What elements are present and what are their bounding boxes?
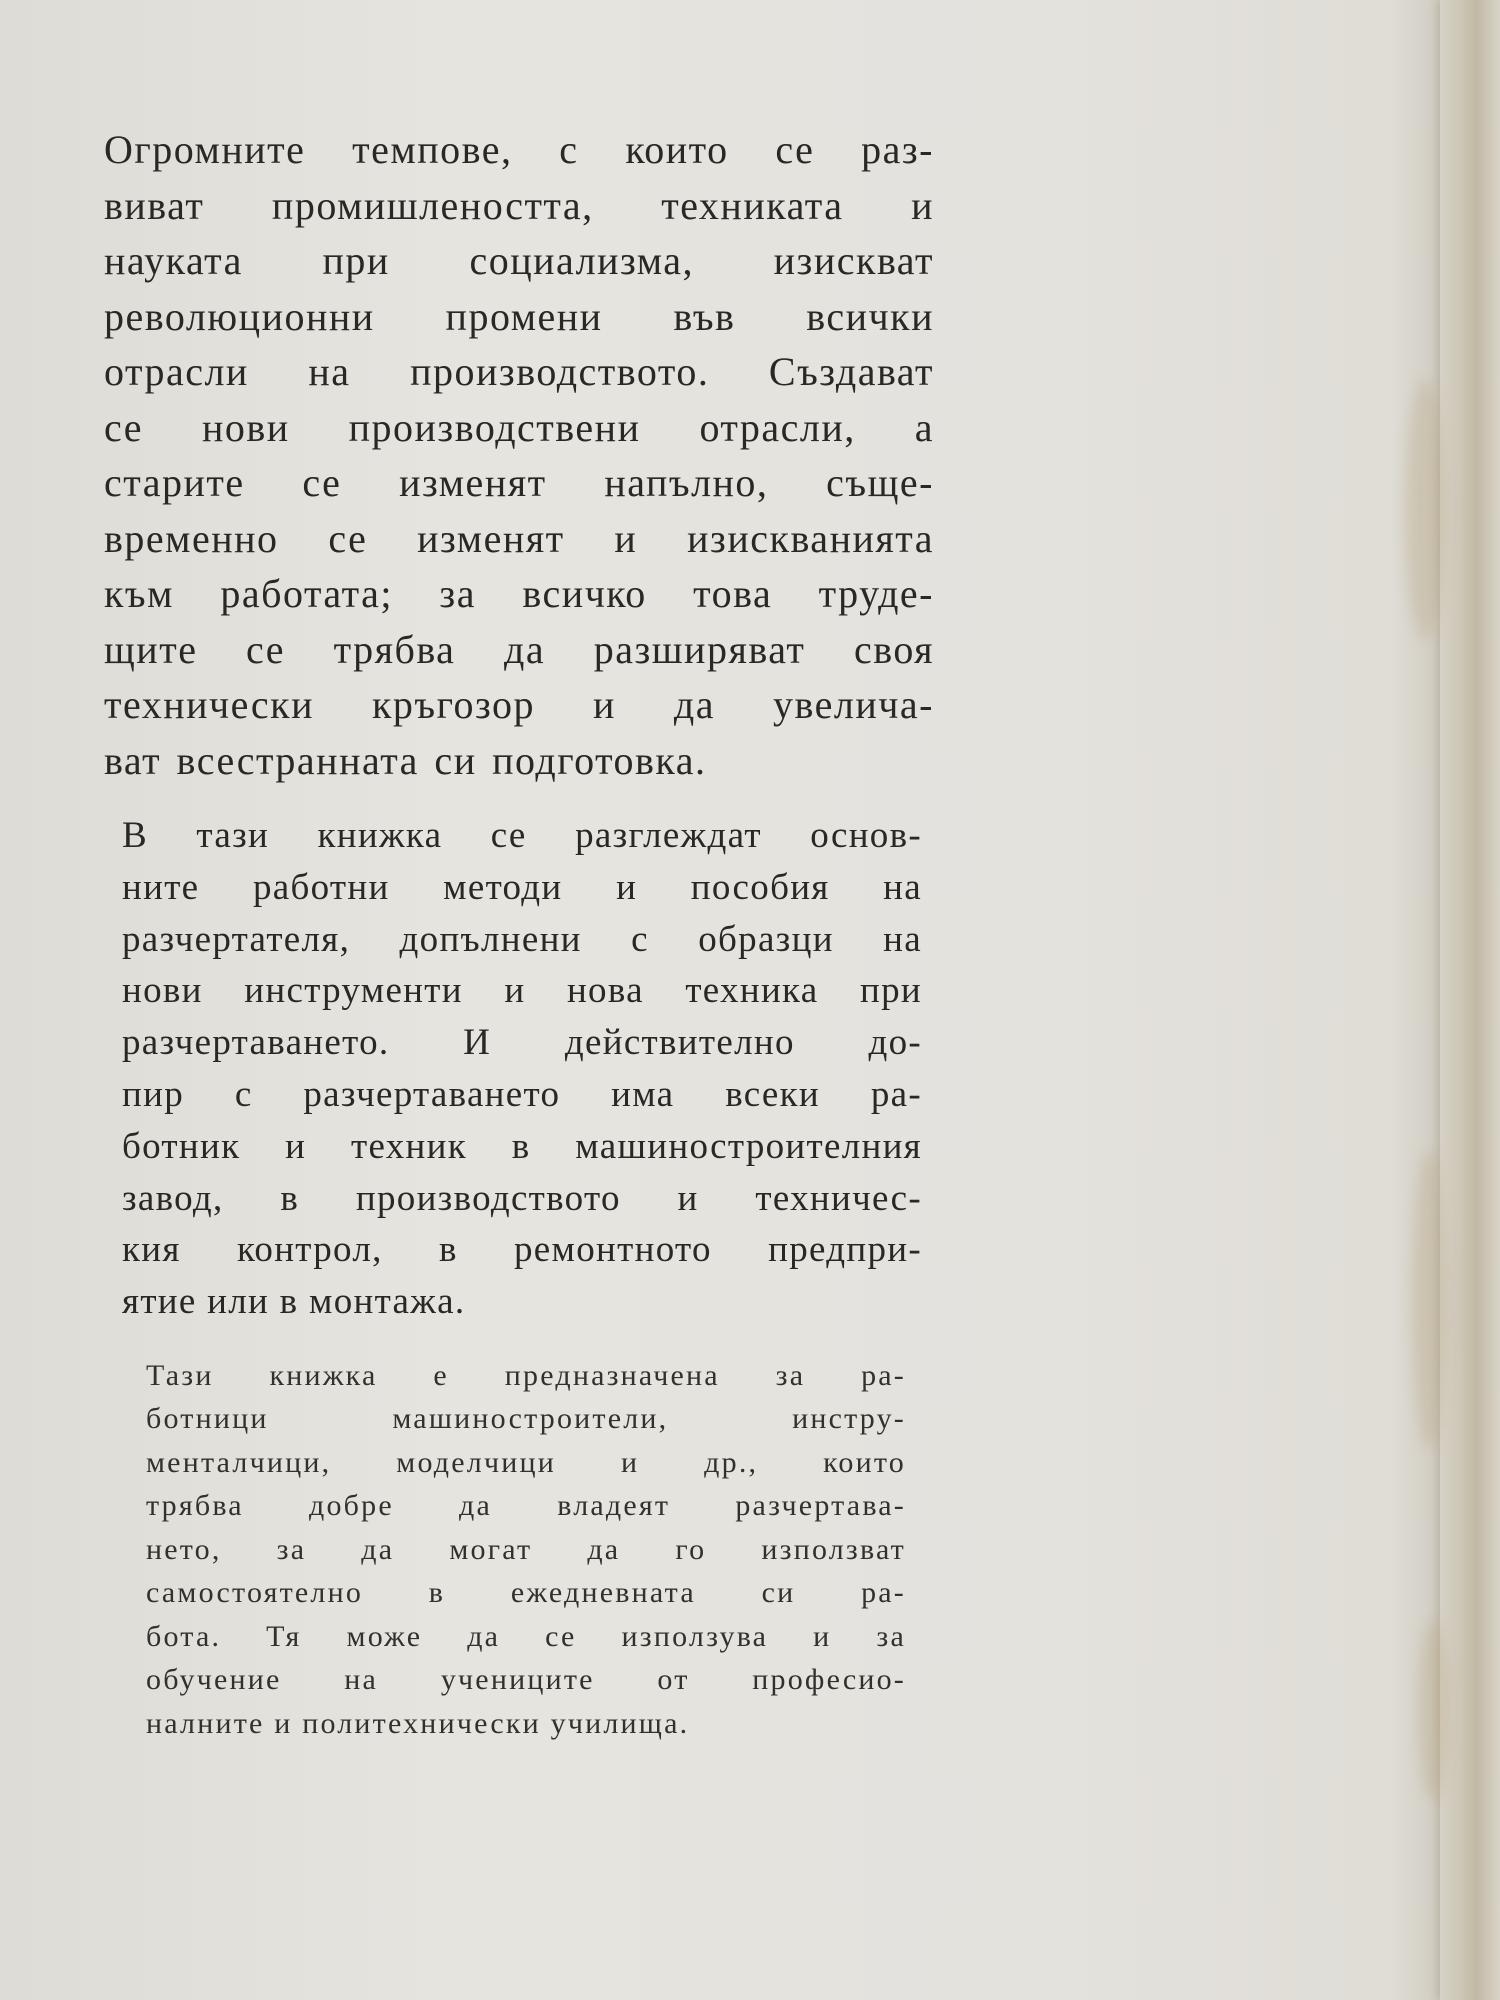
text-line: ните работни методи и пособия на [122,866,922,908]
text-line: разчертателя, допълнени с образци на [122,918,922,960]
text-line: старите се изменят напълно, съще- [104,460,934,505]
paper-stain [1405,380,1445,640]
text-line: ват всестранната си подготовка. [104,737,707,783]
text-line: налните и политехнически училища. [146,1706,690,1740]
text-line: временно се изменят и изискванията [104,515,934,561]
paragraph-audience [146,1354,906,1746]
text-line: завод, в производството и техничес- [122,1177,922,1219]
text-line: към работата; за всичко това труде- [104,571,934,616]
text-line: обучение на учениците от професио- [146,1663,906,1697]
text-line: нето, за да могат да го използват [146,1532,906,1566]
text-line: нови инструменти и нова техника при [122,970,922,1012]
text-line: се нови производствени отрасли, а [104,404,934,450]
page-text [100,122,950,1745]
page-edge [1440,0,1500,2000]
text-line: ятие или в монтажа. [122,1281,466,1323]
text-line: науката при социализма, изискват [104,238,934,283]
text-line: менталчици, моделчици и др., които [146,1445,906,1479]
text-line: отрасли на производството. Създават [104,349,934,394]
text-line: трябва добре да владеят разчертава- [146,1489,906,1523]
text-line: кия контрол, в ремонтното предпри- [122,1229,922,1271]
text-line: пир с разчертаването има всеки ра- [122,1073,922,1115]
paragraph-intro [104,122,934,788]
text-line: щите се трябва да разширяват своя [104,626,934,672]
paragraph-book-contents [122,810,922,1328]
text-line: В тази книжка се разглеждат основ- [122,815,922,856]
text-line: ботници машиностроители, инстру- [146,1402,906,1436]
text-line: бота. Тя може да се използува и за [146,1619,906,1653]
text-line: разчертаването. И действително до- [122,1022,922,1064]
text-line: революционни промени във всички [104,293,934,339]
text-line: технически кръгозор и да увелича- [104,682,934,727]
text-line: Тази книжка е предназначена за ра- [146,1358,906,1392]
text-line: виват промишлеността, техниката и [104,182,934,228]
text-line: ботник и техник в машиностроителния [122,1125,922,1167]
text-line: Огромните темпове, с които се раз- [104,127,934,172]
text-line: самостоятелно в ежедневната си ра- [146,1576,906,1610]
paper-stain [1418,1620,1448,1800]
paper-stain [1412,1150,1446,1450]
